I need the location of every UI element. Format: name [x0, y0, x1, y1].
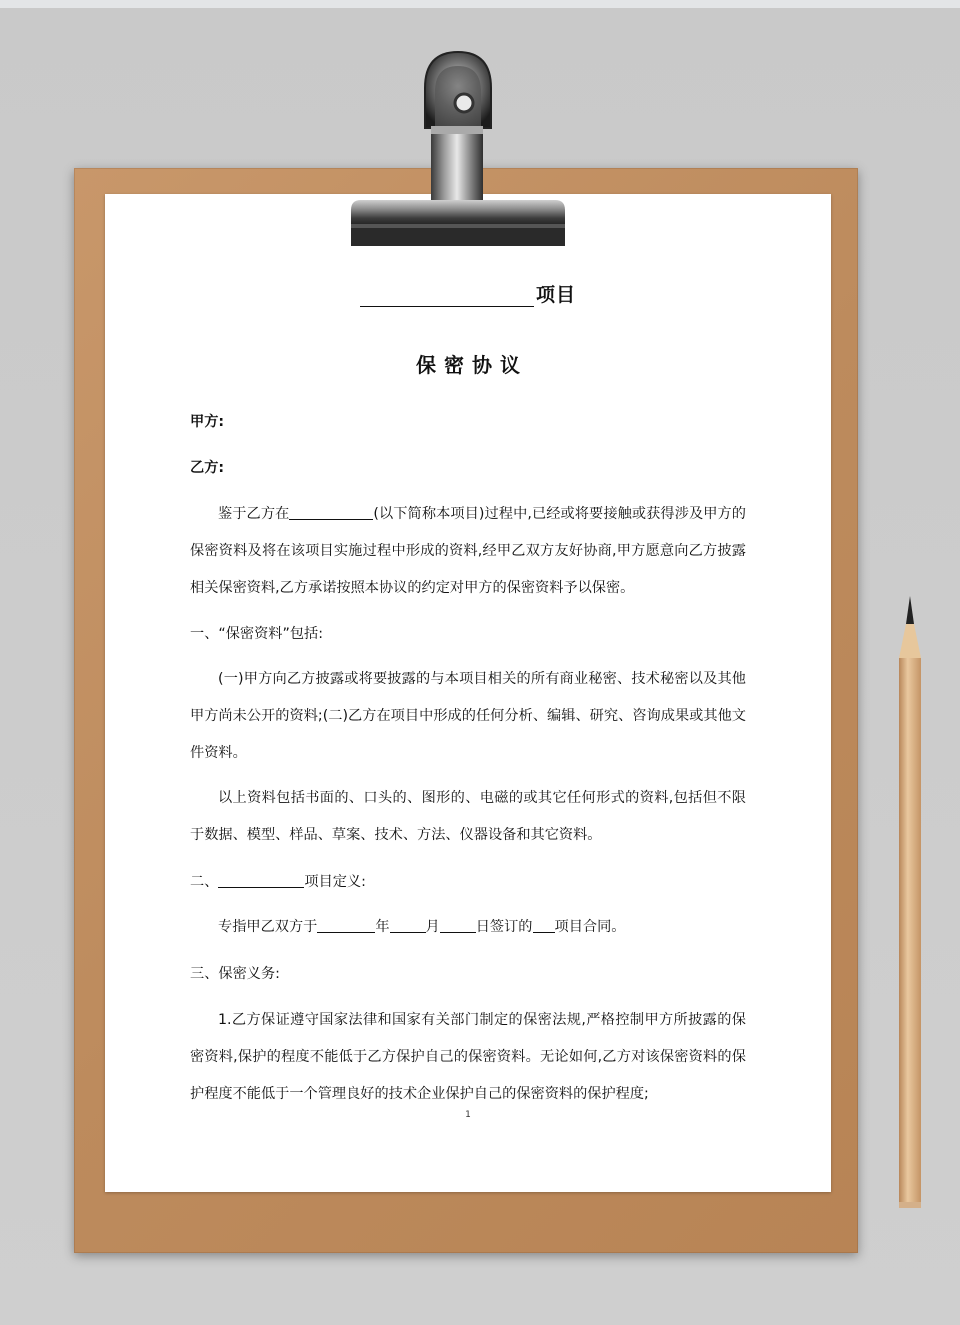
section2-suffix: 项目定义:	[304, 874, 366, 890]
year-blank[interactable]	[317, 916, 375, 933]
intro-part1: 鉴于乙方在	[218, 506, 290, 522]
pencil-icon	[896, 596, 924, 1208]
document-page	[105, 194, 831, 1192]
section1-heading: 一、“保密资料”包括:	[190, 626, 323, 642]
month-blank[interactable]	[390, 916, 426, 933]
section2-text-a: 专指甲乙双方于	[218, 919, 318, 935]
project-name-blank[interactable]	[360, 288, 534, 307]
binder-clip-icon	[347, 48, 569, 248]
document-title: 保密协议	[416, 353, 528, 377]
month-label: 月	[425, 919, 440, 935]
intro-paragraph	[190, 496, 746, 607]
section3-para1: 1.乙方保证遵守国家法律和国家有关部门制定的保密法规,严格控制甲方所披露的保密资料,保护的程度不能低于乙方保护自己的保密资料。无论如何,乙方对该保密资料的保护程度不能低于一个管理良好的技术企业保护自己的保密资料的保护程度;	[190, 1012, 746, 1102]
party-a-label: 甲方:	[190, 414, 225, 430]
section2-text	[190, 909, 746, 946]
section1-para2: 以上资料包括书面的、口头的、图形的、电磁的或其它任何形式的资料,包括但不限于数据、模型、样品、草案、技术、方法、仪器设备和其它资料。	[190, 790, 746, 843]
day-blank[interactable]	[440, 916, 476, 933]
section1-para1: (一)甲方向乙方披露或将要披露的与本项目相关的所有商业秘密、技术秘密以及其他甲方尚未公开的资料;(二)乙方在项目中形成的任何分析、编辑、研究、咨询成果或其他文件资料。	[190, 671, 746, 761]
day-label: 日签订的	[475, 919, 533, 935]
project-heading-suffix: 项目	[535, 284, 576, 306]
section2-project-blank[interactable]	[218, 871, 304, 888]
contract-blank[interactable]	[533, 916, 555, 933]
intro-blank[interactable]	[289, 503, 373, 520]
page-number: 1	[465, 1110, 471, 1120]
project-heading	[105, 280, 831, 307]
intro-part2: (以下简称本项目)过程中,已经或将要接触或获得涉及甲方的保密资料及将在该项目实施过程中形成的资料,经甲乙双方友好协商,甲方愿意向乙方披露相关保密资料,乙方承诺按照本协议的约定对甲方的保密资料予以保密。	[190, 506, 746, 596]
section2-end: 项目合同。	[554, 919, 626, 935]
section3-heading: 三、保密义务:	[190, 966, 280, 982]
year-label: 年	[375, 919, 390, 935]
party-b-label: 乙方:	[190, 460, 225, 476]
section2-heading	[190, 864, 746, 901]
section2-prefix: 二、	[190, 874, 219, 890]
